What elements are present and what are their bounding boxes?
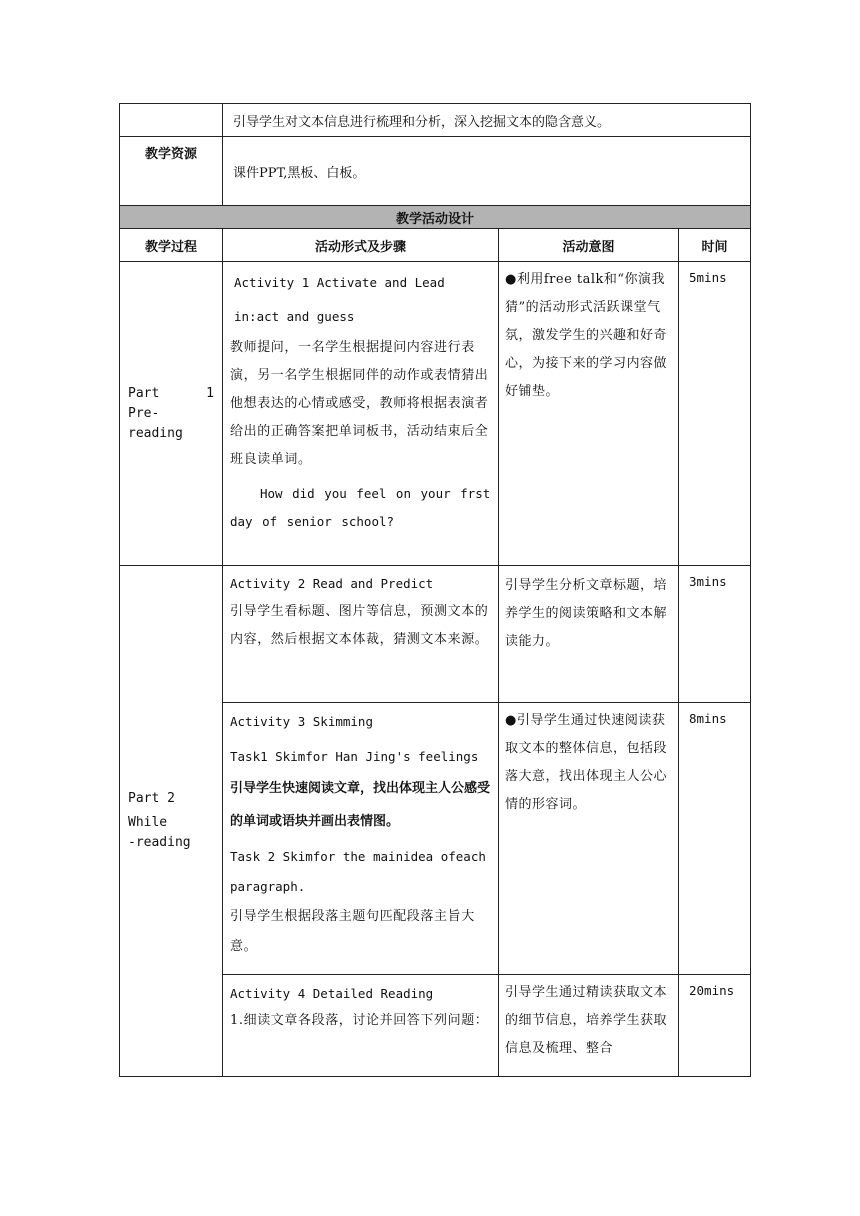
resources-label-cell — [120, 137, 223, 206]
activity1-time: 5mins — [689, 270, 727, 285]
activity1-intent: ●利用free talk和“你演我猜”的活动形式活跃课堂气氛，激发学生的兴趣和好奇心，为接下来的学习内容做好铺垫。 — [505, 272, 668, 399]
part2-label-part: Part 2 — [128, 791, 175, 806]
activity3-content — [223, 703, 498, 966]
activity2-cell — [223, 566, 499, 703]
section-band-row — [120, 206, 751, 229]
objective-label-cell — [120, 104, 223, 137]
activity2-time: 3mins — [689, 574, 727, 589]
activity2-row — [120, 566, 751, 703]
activity3-time: 8mins — [689, 711, 727, 726]
activity3-title: Activity 3 Skimming — [230, 714, 373, 729]
activity3-intent-cell — [499, 703, 679, 975]
lesson-plan-document — [119, 103, 750, 1077]
activity2-content — [223, 566, 498, 658]
part1-label-stage: Pre-reading — [128, 405, 183, 441]
activity1-content — [223, 262, 498, 540]
lesson-plan-table — [119, 103, 751, 1077]
activity2-title: Activity 2 Read and Predict — [230, 576, 434, 591]
activity1-question: How did you feel on your frst day of senior school? — [230, 486, 491, 529]
resources-row — [120, 137, 751, 206]
activity3-cell — [223, 703, 499, 975]
activity4-cell — [223, 975, 499, 1077]
part2-label-while: While — [128, 815, 168, 830]
activity1-intent-cell — [499, 262, 679, 566]
header-time: 时间 — [679, 229, 751, 262]
activity3-task2: Task 2 Skimfor the mainidea ofeach paragraph. — [230, 849, 486, 894]
resources-text: 课件PPT,黑板、白板。 — [233, 165, 366, 181]
part1-label-line — [128, 384, 214, 404]
activity2-intent-cell — [499, 566, 679, 703]
activity1-body: 教师提问，一名学生根据提问内容进行表演，另一名学生根据同伴的动作或表情猜出他想表达的心情或感受，教师将根据表演者给出的正确答案把单词板书，活动结束后全班良读单词。 — [230, 340, 489, 467]
header-process: 教学过程 — [120, 229, 223, 262]
activity4-body: 1.细读文章各段落，讨论并回答下列问题： — [230, 1013, 489, 1028]
section-title: 教学活动设计 — [120, 206, 751, 229]
activity1-time-cell — [679, 262, 751, 566]
resources-cell — [223, 137, 751, 206]
part1-label-number: 1 — [206, 385, 214, 401]
activity3-time-cell — [679, 703, 751, 975]
activity3-task1-body: 引导学生快速阅读文章，找出体现主人公感受的单词或语块并画出表情图。 — [230, 781, 491, 829]
activity4-time-cell — [679, 975, 751, 1077]
activity3-task1: Task1 Skimfor Han Jing's feelings — [230, 749, 479, 764]
activity2-time-cell — [679, 566, 751, 703]
objective-text: 引导学生对文本信息进行梳理和分析，深入挖掘文本的隐含意义。 — [233, 114, 611, 130]
activity4-intent: 引导学生通过精读获取文本的细节信息，培养学生获取信息及梳理、整合 — [505, 985, 668, 1056]
header-row — [120, 229, 751, 262]
part1-label-part: Part — [128, 385, 160, 401]
part1-label-cell — [120, 262, 223, 566]
activity4-content — [223, 975, 498, 1039]
part1-row — [120, 262, 751, 566]
activity3-task2-body: 引导学生根据段落主题句匹配段落主旨大意。 — [230, 909, 475, 954]
resources-label: 教学资源 — [144, 147, 197, 162]
objective-cell — [223, 104, 751, 137]
header-steps: 活动形式及步骤 — [223, 229, 499, 262]
activity2-intent: 引导学生分析文章标题，培养学生的阅读策略和文本解读能力。 — [505, 578, 668, 649]
objective-row — [120, 104, 751, 137]
activity2-body: 引导学生看标题、图片等信息，预测文本的内容，然后根据文本体裁，猜测文本来源。 — [230, 604, 489, 647]
part2-label-cell — [120, 566, 223, 1077]
activity4-title: Activity 4 Detailed Reading — [230, 986, 434, 1001]
activity3-intent: ●引导学生通过快速阅读获取文本的整体信息，包括段落大意，找出体现主人公心情的形容词。 — [505, 713, 668, 812]
activity1-title: Activity 1 Activate and Lead in:act and guess — [234, 275, 445, 324]
activity4-time: 20mins — [689, 983, 735, 998]
activity4-intent-cell — [499, 975, 679, 1077]
part2-label-reading: -reading — [128, 835, 191, 850]
activity1-cell — [223, 262, 499, 566]
header-intent: 活动意图 — [499, 229, 679, 262]
